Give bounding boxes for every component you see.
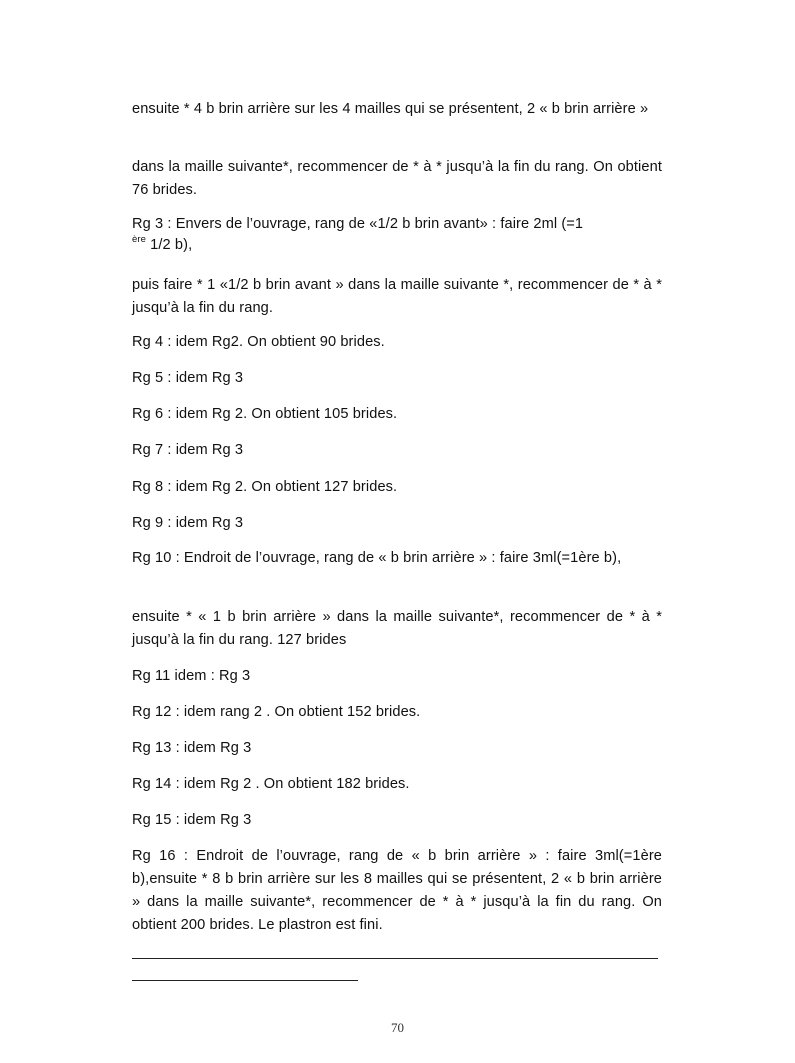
page-number: 70: [391, 1020, 404, 1035]
rg3-text-a: Rg 3 : Envers de l’ouvrage, rang de «1/2 b brin avant» : faire 2ml (=1: [132, 216, 584, 232]
rg3-text-b: 1/2 b),: [146, 237, 193, 253]
row-rg5: Rg 5 : idem Rg 3: [132, 370, 244, 386]
row-rg15: Rg 15 : idem Rg 3: [132, 812, 252, 828]
row-rg8: Rg 8 : idem Rg 2. On obtient 127 brides.: [132, 479, 398, 495]
row-rg10-continued: ensuite * « 1 b brin arrière » dans la maille suivante*, recommencer de * à * jusqu’à la fin du rang. 127 brides: [132, 609, 662, 648]
row-rg4: Rg 4 : idem Rg2. On obtient 90 brides.: [132, 334, 385, 350]
separator-line-short: [132, 980, 358, 981]
row-rg16: Rg 16 : Endroit de l’ouvrage, rang de « b brin arrière » : faire 3ml(=1ère b),ensuite * 8 b brin arrière sur les 8 mailles qui se présentent, 2 « b brin arrière » dans la maille suivante*, recommencer de * à * jusqu’à la fin du rang. On obtient 200 brides. Le plastron est fini.: [132, 848, 662, 933]
paragraph-rg2-end: dans la maille suivante*, recommencer de * à * jusqu’à la fin du rang. On obtient 76 brides.: [132, 159, 662, 198]
row-rg7: Rg 7 : idem Rg 3: [132, 442, 244, 458]
rg3-superscript: ère: [132, 234, 147, 245]
row-rg10: Rg 10 : Endroit de l’ouvrage, rang de « b brin arrière » : faire 3ml(=1ère b),: [132, 550, 622, 566]
paragraph-rg3: [132, 214, 662, 256]
row-rg6: Rg 6 : idem Rg 2. On obtient 105 brides.: [132, 406, 398, 422]
row-rg12: Rg 12 : idem rang 2 . On obtient 152 brides.: [132, 704, 421, 720]
row-rg9: Rg 9 : idem Rg 3: [132, 515, 244, 531]
row-rg14: Rg 14 : idem Rg 2 . On obtient 182 brides.: [132, 776, 410, 792]
row-rg13: Rg 13 : idem Rg 3: [132, 740, 252, 756]
paragraph-rg3-continued: puis faire * 1 «1/2 b brin avant » dans la maille suivante *, recommencer de * à * jusqu’à la fin du rang.: [132, 277, 662, 316]
row-rg11: Rg 11 idem : Rg 3: [132, 668, 251, 684]
paragraph-intro: ensuite * 4 b brin arrière sur les 4 mailles qui se présentent, 2 « b brin arrière »: [132, 101, 649, 117]
separator-line-long: [132, 958, 658, 959]
